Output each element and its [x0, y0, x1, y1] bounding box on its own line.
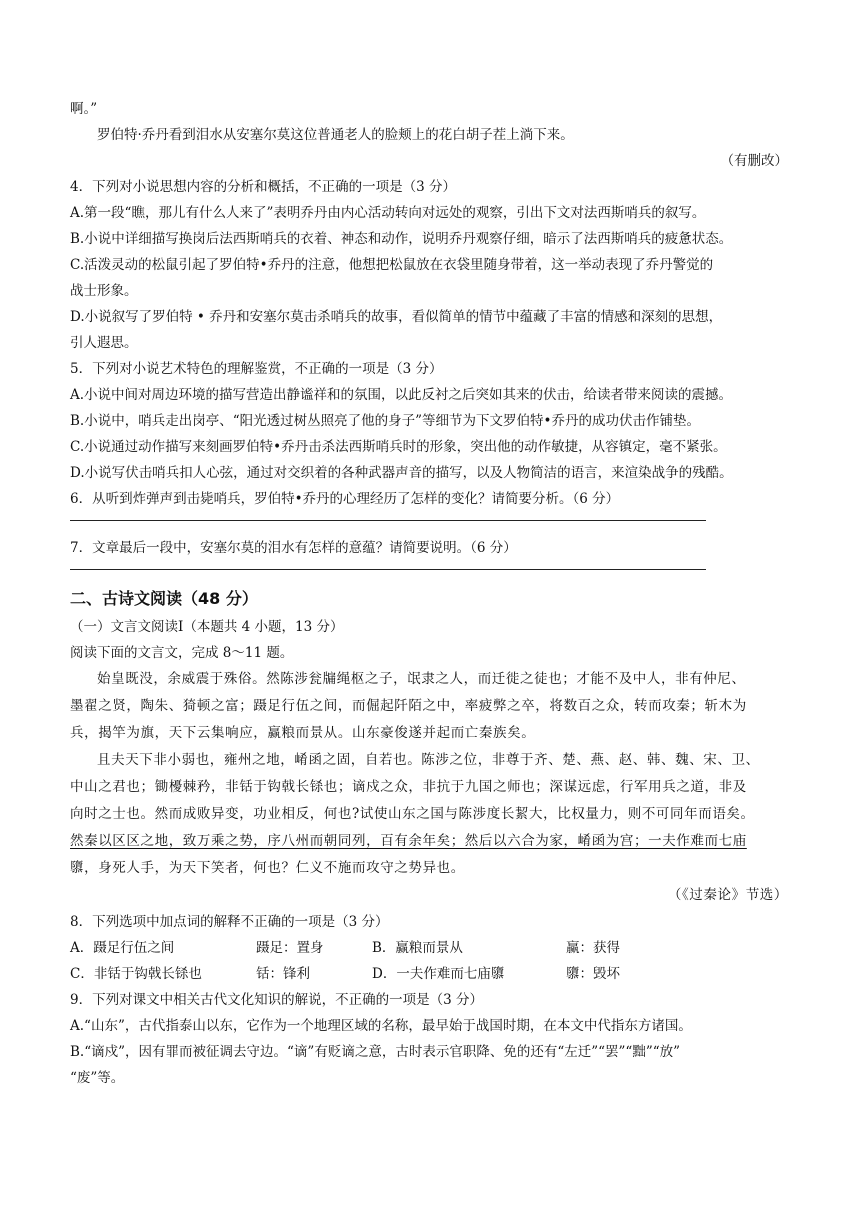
option-a-text: A．蹑足行伍之间: [70, 940, 175, 956]
option-row: [70, 961, 790, 987]
reading-instruction: 阅读下面的文言文，完成 8～11 题。: [70, 645, 294, 661]
passage-line: 向时之士也。然而成败异变，功业相反，何也?试使山东之国与陈涉度长絜大，比权量力，则不可同年而语矣。: [70, 806, 755, 822]
option-c-gloss: 铦：锋利: [256, 966, 310, 982]
passage-line: 始皇既没，余威震于殊俗。然陈涉瓮牖绳枢之子，氓隶之人，而迁徙之徒也；才能不及中人，非有仲尼、: [97, 671, 746, 687]
option-b: B.“谪戍”，因有罪而被征调去守边。“谪”有贬谪之意，古时表示官职降、免的还有“左迁”“罢”“黜”“放”: [70, 1044, 681, 1060]
text-line: 啊。”: [70, 101, 98, 117]
question-7-stem: 7．文章最后一段中，安塞尔莫的泪水有怎样的意蕴？请简要说明。（6 分）: [70, 540, 517, 556]
option-d-gloss: 隳：毁坏: [566, 966, 620, 982]
question-5-stem: 5．下列对小说艺术特色的理解鉴赏，不正确的一项是（3 分）: [70, 361, 443, 377]
classical-passage: [70, 666, 790, 909]
answer-line[interactable]: [70, 520, 706, 521]
option-a: A.小说中间对周边环境的描写营造出静谧祥和的氛围，以此反衬之后突如其来的伏击，给读者带来阅读的震撼。: [70, 387, 733, 403]
option-b-gloss: 赢：获得: [566, 940, 620, 956]
option-b-text: B．赢粮而景从: [372, 940, 463, 956]
option-c-text: C．非铦于钩戟长铩也: [70, 966, 202, 982]
option-row: [70, 935, 790, 961]
passage-line: 且夫天下非小弱也，雍州之地，崤函之固，自若也。陈涉之位，非尊于齐、楚、燕、赵、韩、魏、宋、卫、: [97, 752, 760, 768]
option-a-gloss: 蹑足：置身: [256, 940, 324, 956]
option-d: D.小说叙写了罗伯特 • 乔丹和安塞尔莫击杀哨兵的故事，看似简单的情节中蕴藏了丰富的情感和深刻的思想，: [70, 309, 723, 325]
text-line: 罗伯特·乔丹看到泪水从安塞尔莫这位普通老人的脸颊上的花白胡子茬上淌下来。: [97, 127, 574, 143]
question-9-stem: 9．下列对课文中相关古代文化知识的解说，不正确的一项是（3 分）: [70, 992, 483, 1008]
option-a: A.第一段“瞧，那儿有什么人来了”表明乔丹由内心活动转向对远处的观察，引出下文对法西斯哨兵的叙写。: [70, 205, 706, 221]
option-d: D.小说写伏击哨兵扣人心弦，通过对交织着的各种武器声音的描写，以及人物简洁的语言，来渲染战争的残酷。: [70, 465, 733, 481]
option-b-continued: “废”等。: [70, 1070, 125, 1086]
question-8-stem: 8．下列选项中加点词的解释不正确的一项是（3 分）: [70, 914, 389, 930]
option-c: C.小说通过动作描写来刻画罗伯特•乔丹击杀法西斯哨兵时的形象，突出他的动作敏捷，从容镇定，毫不紧张。: [70, 439, 727, 455]
option-b: B.小说中，哨兵走出岗亭、“阳光透过树丛照亮了他的身子”等细节为下文罗伯特•乔丹的成功伏击作铺垫。: [70, 413, 700, 429]
source-note: （有删改）: [720, 153, 788, 169]
passage-line: 隳，身死人手，为天下笑者，何也？仁义不施而攻守之势异也。: [70, 860, 465, 876]
option-c-continued: 战士形象。: [70, 283, 138, 299]
passage-line: 兵，揭竿为旗，天下云集响应，赢粮而景从。山东豪俊遂并起而亡秦族矣。: [70, 725, 536, 741]
passage-line-underlined: 然秦以区区之地，致万乘之势，序八州而朝同列，百有余年矣；然后以六合为家，崤函为宫；一夫作难而七庙: [70, 833, 747, 849]
option-b: B.小说中详细描写换岗后法西斯哨兵的衣着、神态和动作，说明乔丹观察仔细，暗示了法西斯哨兵的疲惫状态。: [70, 231, 733, 247]
passage-line: 中山之君也；锄櫌棘矜，非铦于钩戟长铩也；谪戍之众，非抗于九国之师也；深谋远虑，行军用兵之道，非及: [70, 779, 747, 795]
question-4-stem: 4．下列对小说思想内容的分析和概括，不正确的一项是（3 分）: [70, 179, 456, 195]
option-d-text: D．一夫作难而七庙隳: [372, 966, 505, 982]
passage-source: （《过秦论》节选）: [667, 887, 788, 903]
option-a: A.“山东”，古代指泰山以东，它作为一个地理区域的名称，最早始于战国时期，在本文中代指东方诸国。: [70, 1018, 692, 1034]
passage-line: 墨翟之贤，陶朱、猗顿之富；蹑足行伍之间，而倔起阡陌之中，率疲弊之卒，将数百之众，转而攻秦；斩木为: [70, 698, 747, 714]
section-title: 二、古诗文阅读（48 分）: [70, 589, 258, 608]
answer-line[interactable]: [70, 569, 706, 570]
option-d-continued: 引人遐思。: [70, 335, 138, 351]
option-c: C.活泼灵动的松鼠引起了罗伯特•乔丹的注意，他想把松鼠放在衣袋里随身带着，这一举动表现了乔丹警觉的: [70, 257, 714, 273]
question-6-stem: 6．从听到炸弹声到击毙哨兵，罗伯特•乔丹的心理经历了怎样的变化？请简要分析。（6 分）: [70, 491, 620, 507]
subsection-title: （一）文言文阅读Ⅰ（本题共 4 小题，13 分）: [70, 619, 344, 635]
